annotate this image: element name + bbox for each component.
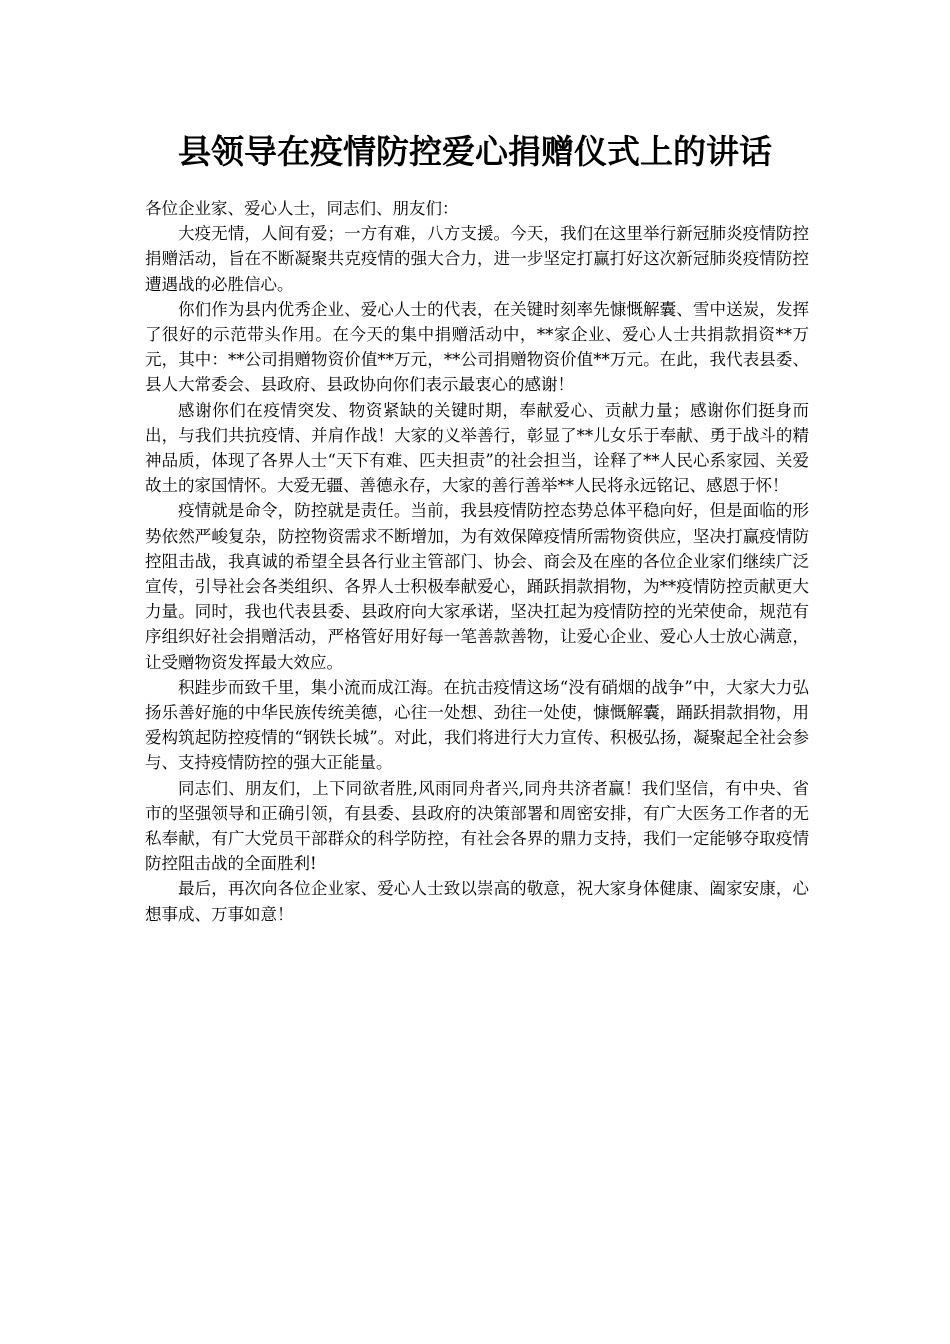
- paragraph: 疫情就是命令，防控就是责任。当前，我县疫情防控态势总体平稳向好，但是面临的形势依然严峻复杂，防控物资需求不断增加，为有效保障疫情所需物资供应，坚决打赢疫情防控阻击战，我真诚的希望全县各行业主管部门、协会、商会及在座的各位企业家们继续广泛宣传，引导社会各类组织、各界人士积极奉献爱心，踊跃捐款捐物，为**疫情防控贡献更大力量。同时，我也代表县委、县政府向大家承诺，坚决扛起为疫情防控的光荣使命，规范有序组织好社会捐赠活动，严格管好用好每一笔善款善物，让爱心企业、爱心人士放心满意，让受赠物资发挥最大效应。: [145, 501, 809, 672]
- paragraph: 积跬步而致千里，集小流而成江海。在抗击疫情这场“没有硝烟的战争”中，大家大力弘扬乐善好施的中华民族传统美德，心往一处想、劲往一处使，慷慨解囊，踊跃捐款捐物，用爱构筑起防控疫情的“钢铁长城”。对此，我们将进行大力宣传、积极弘扬，凝聚起全社会参与、支持疫情防控的强大正能量。: [145, 677, 809, 773]
- page-title: 县领导在疫情防控爱心捐赠仪式上的讲话: [178, 132, 772, 171]
- paragraph: 同志们、朋友们，上下同欲者胜,风雨同舟者兴,同舟共济者赢！我们坚信，有中央、省市的坚强领导和正确引领，有县委、县政府的决策部署和周密安排，有广大医务工作者的无私奉献，有广大党员干部群众的科学防控，有社会各界的鼎力支持，我们一定能够夺取疫情防控阻击战的全面胜利!: [145, 778, 809, 874]
- salutation: 各位企业家、爱心人士，同志们、朋友们：: [145, 199, 459, 218]
- paragraph: 最后，再次向各位企业家、爱心人士致以崇高的敬意，祝大家身体健康、阖家安康，心想事成、万事如意！: [145, 879, 809, 924]
- paragraph: 你们作为县内优秀企业、爱心人士的代表，在关键时刻率先慷慨解囊、雪中送炭，发挥了很好的示范带头作用。在今天的集中捐赠活动中，**家企业、爱心人士共捐款捐资**万元，其中：**公司捐赠物资价值**万元，**公司捐赠物资价值**万元。在此，我代表县委、县人大常委会、县政府、县政协向你们表示最衷心的感谢！: [145, 299, 809, 395]
- paragraph: 感谢你们在疫情突发、物资紧缺的关键时期，奉献爱心、贡献力量；感谢你们挺身而出，与我们共抗疫情、并肩作战！大家的义举善行，彰显了**儿女乐于奉献、勇于战斗的精神品质，体现了各界人士“天下有难、匹夫担责”的社会担当，诠释了**人民心系家园、关爱故土的家国情怀。大爱无疆、善德永存，大家的善行善举**人民将永远铭记、感恩于怀！: [145, 400, 809, 496]
- paragraph: 大疫无情，人间有爱；一方有难，八方支援。今天，我们在这里举行新冠肺炎疫情防控捐赠活动，旨在不断凝聚共克疫情的强大合力，进一步坚定打赢打好这次新冠肺炎疫情防控遭遇战的必胜信心。: [145, 224, 809, 294]
- document-body: [145, 196, 809, 927]
